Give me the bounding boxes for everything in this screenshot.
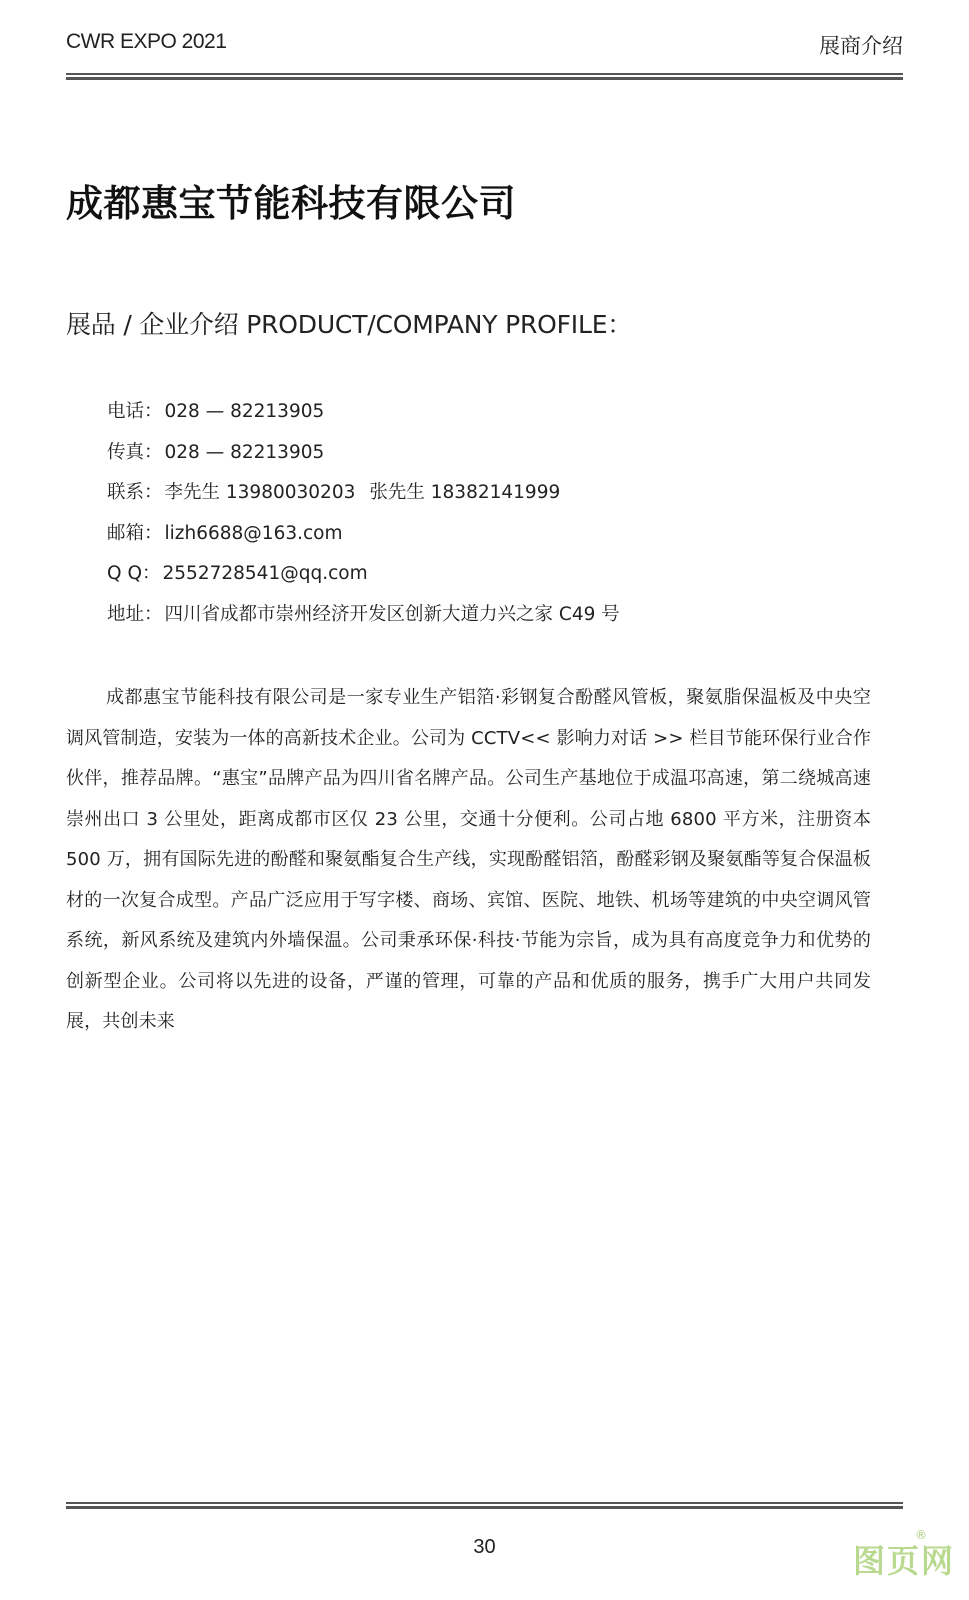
contact-fax [107, 437, 620, 478]
contact-email [107, 518, 620, 559]
contact-qq [107, 558, 620, 599]
phone-label: 电话： [107, 401, 163, 422]
company-intro: 成都惠宝节能科技有限公司是一家专业生产铝箔·彩钢复合酚醛风管板，聚氨脂保温板及中央空调风管制造，安装为一体的高新技术企业。公司为 CCTV<< 影响力对话 >> 栏目节能环保行业合作伙伴，推荐品牌。“惠宝”品牌产品为四川省名牌产品。公司生产基地位于成温邛高速，第二绕城高速崇州出口 3 公里处，距离成都市区仅 23 公里，交通十分便利。公司占地 6800 平方米，注册资本 500 万，拥有国际先进的酚醛和聚氨酯复合生产线，实现酚醛铝箔，酚醛彩钢及聚氨酯等复合保温板材的一次复合成型。产品广泛应用于写字楼、商场、宾馆、医院、地铁、机场等建筑的中央空调风管系统，新风系统及建筑内外墙保温。公司秉承环保·科技·节能为宗旨，成为具有高度竞争力和优势的创新型企业。公司将以先进的设备，严谨的管理，可靠的产品和优质的服务，携手广大用户共同发展，共创未来 [66, 687, 872, 1032]
contact-address [107, 599, 620, 640]
watermark-logo: 图页网 [852, 1542, 955, 1580]
contact-person [107, 477, 620, 518]
page-number: 30 [473, 1536, 496, 1558]
watermark [835, 1528, 955, 1588]
contact-label: 联系： [107, 482, 163, 503]
qq-value: 2552728541@qq.com [162, 563, 368, 584]
fax-label: 传真： [107, 441, 163, 463]
address-value: 四川省成都市崇州经济开发区创新大道力兴之家 C49 号 [164, 603, 620, 625]
section-title: 展品 / 企业介绍 PRODUCT/COMPANY PROFILE： [66, 310, 633, 339]
header-rule [66, 73, 903, 80]
contact-person-1: 李先生 13980030203 [164, 482, 356, 503]
email-label: 邮箱： [107, 522, 163, 544]
company-title: 成都惠宝节能科技有限公司 [66, 182, 516, 225]
qq-label: Q Q： [107, 563, 161, 584]
contact-list [107, 396, 620, 639]
contact-person-2: 张先生 18382141999 [369, 482, 561, 503]
contact-phone [107, 396, 620, 437]
expo-name: CWR EXPO 2021 [66, 30, 227, 53]
watermark-registered-mark: ® [915, 1528, 927, 1542]
address-label: 地址： [107, 603, 163, 625]
section-label: 展商介绍 [819, 34, 903, 58]
footer-rule [66, 1502, 903, 1509]
phone-value: 028 — 82213905 [164, 401, 325, 422]
email-value: lizh6688@163.com [164, 522, 343, 544]
fax-value: 028 — 82213905 [164, 441, 325, 463]
